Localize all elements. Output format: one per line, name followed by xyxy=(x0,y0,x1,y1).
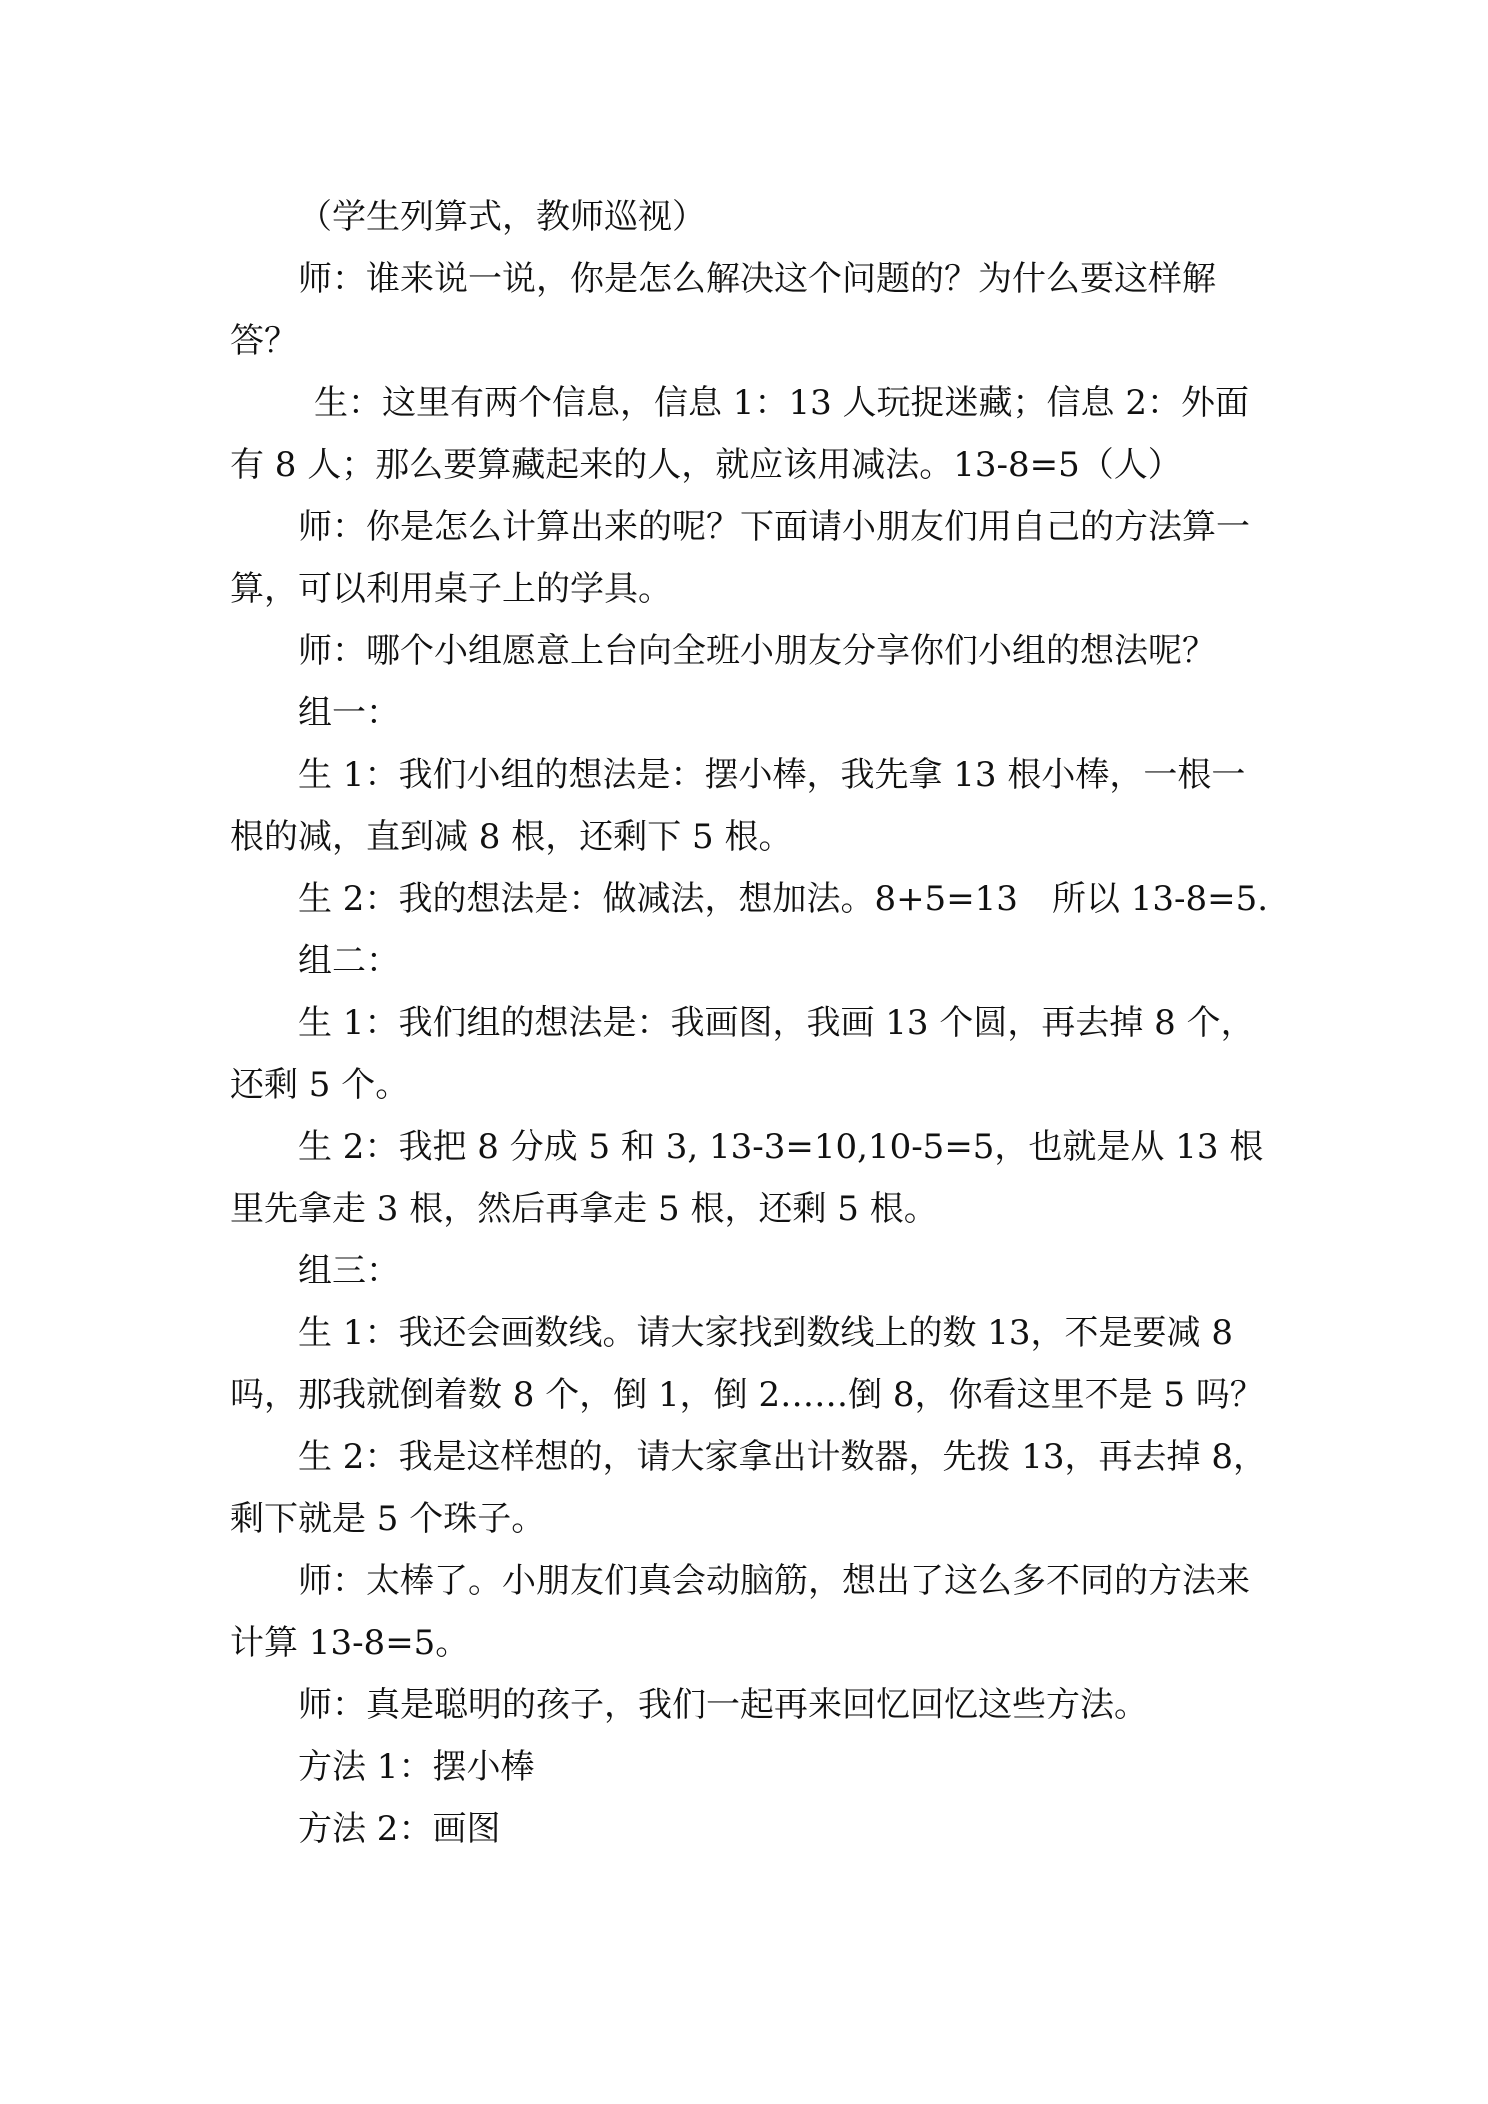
paragraph-17: 方法 1：摆小棒 xyxy=(298,1747,535,1787)
paragraph-8: 生 2：我的想法是：做减法，想加法。8+5=13 所以 13-8=5. xyxy=(298,879,1269,919)
paragraph-5: 师：哪个小组愿意上台向全班小朋友分享你们小组的想法呢？ xyxy=(298,631,1216,671)
paragraph-16: 师：真是聪明的孩子，我们一起再来回忆回忆这些方法。 xyxy=(298,1685,1148,1725)
paragraph-6: 组一： xyxy=(298,693,400,733)
paragraph-10: 生 1：我们组的想法是：我画图，我画 13 个圆，再去掉 8 个， 还剩 5 个。 xyxy=(230,1003,1255,1105)
paragraph-3: 生：这里有两个信息，信息 1：13 人玩捉迷藏；信息 2：外面有 8 人；那么要算藏起来的人，就应该用减法。13-8=5（人） xyxy=(230,383,1249,485)
paragraph-9: 组二： xyxy=(298,941,400,981)
paragraph-15: 师：太棒了。小朋友们真会动脑筋，想出了这么多不同的方法来计算 13-8=5。 xyxy=(230,1561,1250,1663)
paragraph-7: 生 1：我们小组的想法是：摆小棒，我先拿 13 根小棒，一根一根的减，直到减 8 根，还剩下 5 根。 xyxy=(230,755,1246,857)
paragraph-2: 师：谁来说一说，你是怎么解决这个问题的？为什么要这样解答？ xyxy=(230,259,1216,361)
paragraph-14: 生 2：我是这样想的，请大家拿出计数器，先拨 13，再去掉 8，剩下就是 5 个珠子。 xyxy=(230,1437,1267,1539)
paragraph-11: 生 2：我把 8 分成 5 和 3, 13-3=10,10-5=5，也就是从 13 根里先拿走 3 根，然后再拿走 5 根，还剩 5 根。 xyxy=(230,1127,1264,1229)
paragraph-12: 组三： xyxy=(298,1251,400,1291)
paragraph-13: 生 1：我还会画数线。请大家找到数线上的数 13，不是要减 8 吗，那我就倒着数 8 个，倒 1，倒 2……倒 8，你看这里不是 5 吗？ xyxy=(230,1313,1264,1415)
document-body xyxy=(230,186,1270,1860)
paragraph-4: 师：你是怎么计算出来的呢？下面请小朋友们用自己的方法算一算，可以利用桌子上的学具。 xyxy=(230,507,1250,609)
paragraph-18: 方法 2：画图 xyxy=(298,1809,501,1849)
paragraph-1: （学生列算式，教师巡视） xyxy=(298,197,706,237)
